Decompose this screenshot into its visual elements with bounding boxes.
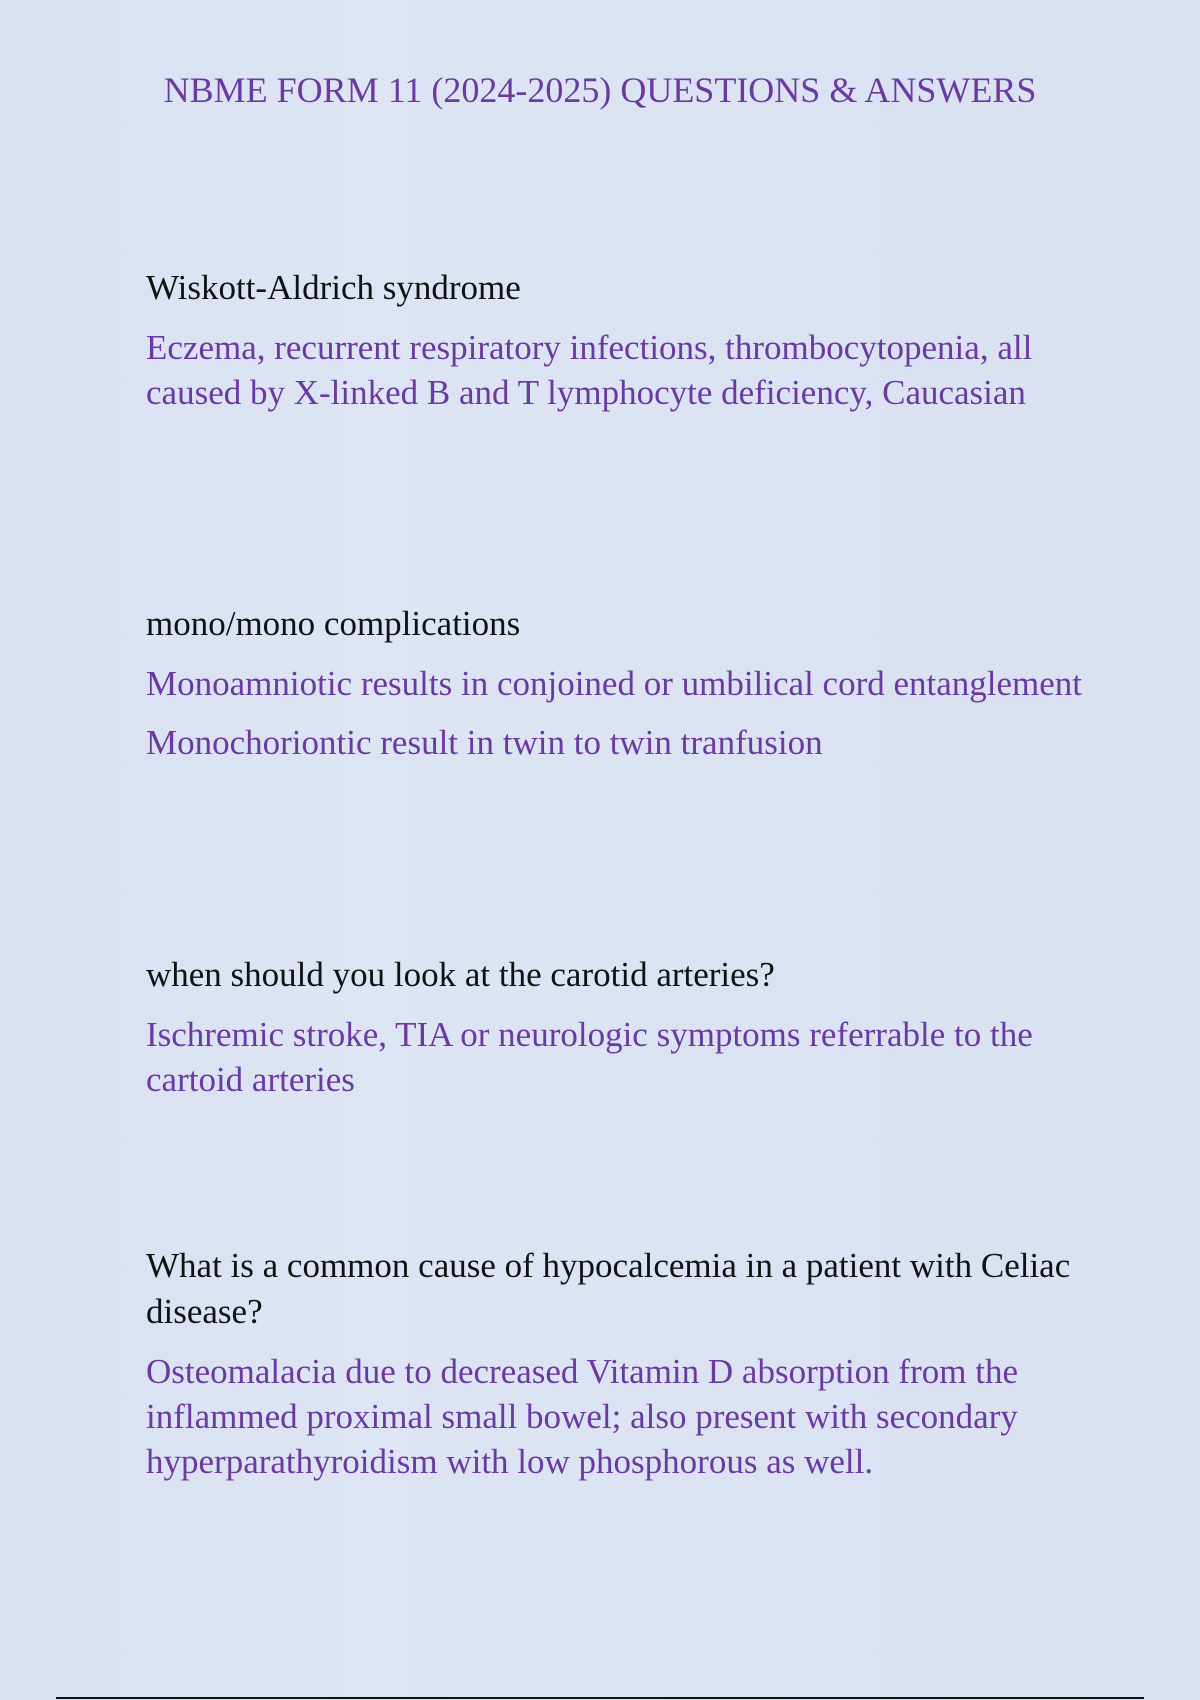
qa-item xyxy=(146,952,1086,1102)
answer-text: Osteomalacia due to decreased Vitamin D absorption from the inflammed proximal small bowel; also present with secondary hyperparathyroidism with low phosphorous as well. xyxy=(146,1352,1018,1481)
bottom-divider xyxy=(56,1697,1144,1699)
question-text: What is a common cause of hypocalcemia in a patient with Celiac disease? xyxy=(146,1246,1071,1331)
qa-item xyxy=(146,1243,1086,1484)
document-title: NBME FORM 11 (2024-2025) QUESTIONS & ANSWERS xyxy=(163,70,1037,110)
answer-text: Monochoriontic result in twin to twin tranfusion xyxy=(146,723,823,762)
question-text: when should you look at the carotid arteries? xyxy=(146,955,775,994)
question-text: Wiskott-Aldrich syndrome xyxy=(146,268,521,307)
qa-item xyxy=(146,601,1086,765)
question-text: mono/mono complications xyxy=(146,604,521,643)
answer-text: Ischremic stroke, TIA or neurologic symptoms referrable to the cartoid arteries xyxy=(146,1015,1033,1099)
qa-item xyxy=(146,265,1086,415)
answer-text: Eczema, recurrent respiratory infections, thrombocytopenia, all caused by X-linked B and T lymphocyte deficiency, Caucasian xyxy=(146,328,1033,412)
answer-text: Monoamniotic results in conjoined or umbilical cord entanglement xyxy=(146,664,1083,703)
